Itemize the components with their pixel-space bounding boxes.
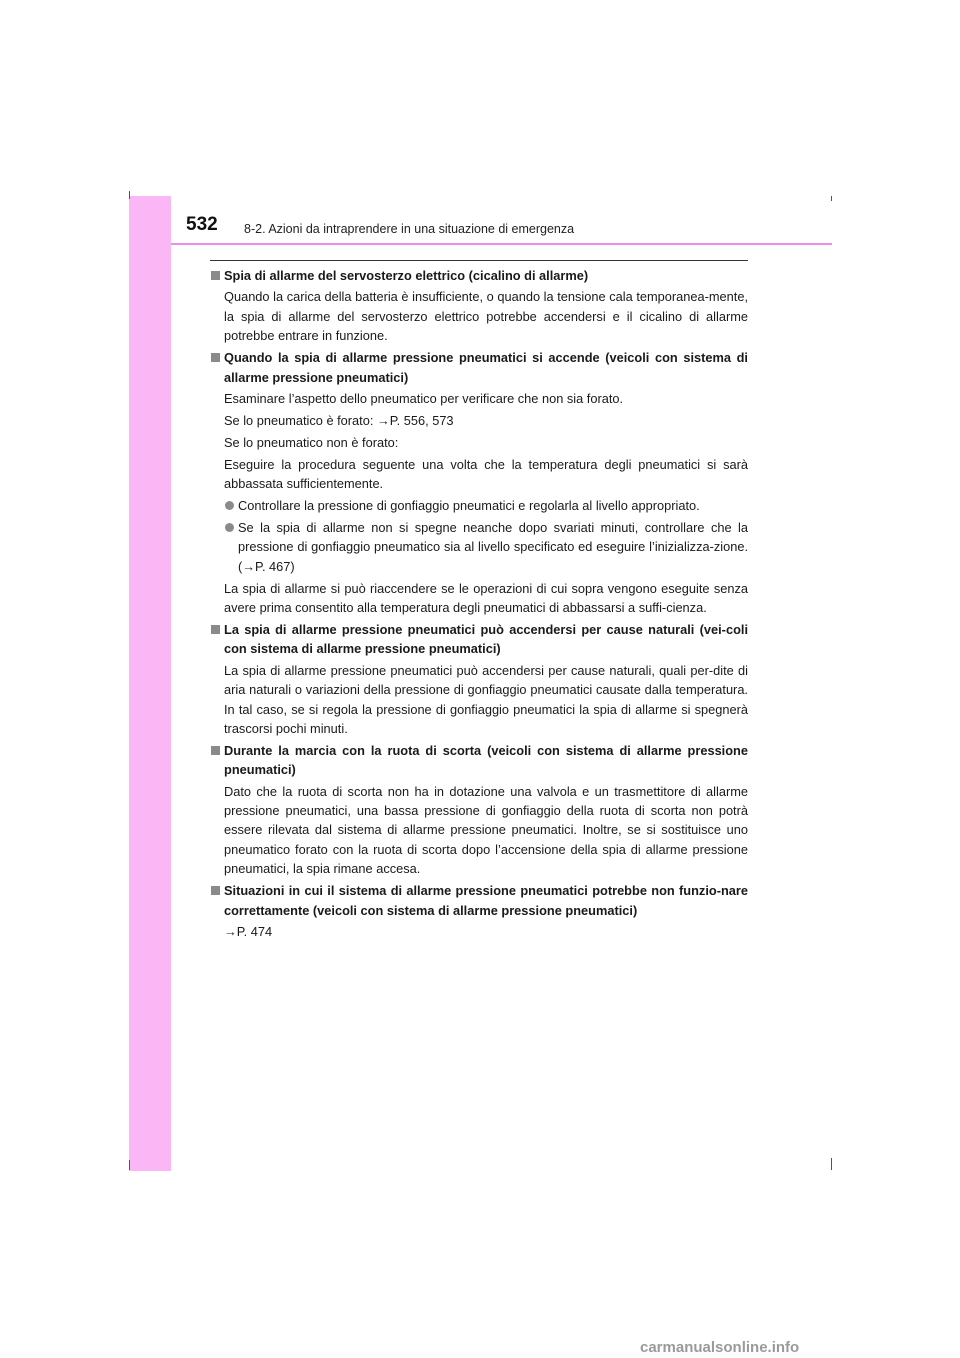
square-bullet-icon	[211, 353, 220, 362]
section-heading: La spia di allarme pressione pneumatici può accendersi per cause naturali (vei-coli con sistema di allarme pressione pneumatici)	[210, 620, 748, 659]
paragraph: La spia di allarme si può riaccendere se le operazioni di cui sopra vengono eseguite senza avere prima consentito alla temperatura degli pneumatici di abbassarsi a suffi-cienza.	[224, 580, 748, 615]
paragraph: Dato che la ruota di scorta non ha in dotazione una valvola e un trasmettitore di allarme pressione pneumatici, una bassa pressione di gonfiaggio della ruota di scorta non potrà essere rilevata dal sistema di allarme pressione pneumatici. Inoltre, se si sostituisce uno pneumatico forato con la ruota di scorta dopo l’accensione della spia di allarme pressione pneumatici, la spia rimane accesa.	[224, 783, 748, 877]
content-rule	[210, 260, 748, 261]
paragraph: Se lo pneumatico è forato: →P. 556, 573	[224, 412, 454, 428]
paragraph: Esaminare l’aspetto dello pneumatico per verificare che non sia forato.	[224, 390, 624, 406]
content-body	[210, 266, 748, 944]
crop-mark	[831, 196, 832, 201]
square-bullet-icon	[211, 886, 220, 895]
crop-mark	[831, 1158, 832, 1170]
paragraph: Se lo pneumatico non è forato:	[224, 434, 399, 450]
paragraph: La spia di allarme pressione pneumatici può accendersi per cause naturali, quali per-dite di aria naturali o variazioni della pressione di gonfiaggio pneumatici causate dalla temperatura. In tal caso, se si regola la pressione di gonfiaggio pneumatici la spia di allarme si spegnerà trascorsi pochi minuti.	[224, 662, 748, 736]
square-bullet-icon	[211, 271, 220, 280]
round-bullet-icon	[225, 523, 234, 532]
paragraph: Eseguire la procedura seguente una volta che la temperatura degli pneumatici si sarà abbassata sufficientemente.	[224, 456, 748, 492]
paragraph: Quando la carica della batteria è insufficiente, o quando la tensione cala temporanea-mente, la spia di allarme del servosterzo elettrico potrebbe accendersi e il cicalino di allarme potrebbe entrare in funzione.	[224, 289, 748, 344]
section-title: 8-2. Azioni da intraprendere in una situazione di emergenza	[244, 222, 575, 236]
section-heading: Durante la marcia con la ruota di scorta (veicoli con sistema di allarme pressione pneumatici)	[210, 741, 748, 780]
crop-mark	[129, 191, 130, 199]
chapter-tab-sidebar	[129, 196, 171, 1171]
square-bullet-icon	[211, 746, 220, 755]
page-number: 532	[186, 214, 218, 235]
section-heading: Situazioni in cui il sistema di allarme pressione pneumatici potrebbe non funzio-nare correttamente (veicoli con sistema di allarme pressione pneumatici)	[210, 881, 748, 920]
round-bullet-icon	[225, 501, 234, 510]
header-rule	[171, 243, 832, 245]
watermark: carmanualsonline.info	[640, 1339, 800, 1356]
paragraph: →P. 474	[224, 924, 273, 939]
section-heading: Quando la spia di allarme pressione pneumatici si accende (veicoli con sistema di allarme pressione pneumatici)	[210, 348, 748, 387]
crop-mark	[129, 1160, 130, 1170]
section-heading: Spia di allarme del servosterzo elettrico (cicalino di allarme)	[210, 266, 748, 285]
square-bullet-icon	[211, 625, 220, 634]
list-item: Se la spia di allarme non si spegne neanche dopo svariati minuti, controllare che la pressione di gonfiaggio pneumatico sia al livello specificato ed eseguire l’inizializza-zione. (→P. 467)	[210, 518, 748, 576]
list-item: Controllare la pressione di gonfiaggio pneumatici e regolarla al livello appropriato.	[210, 496, 748, 515]
